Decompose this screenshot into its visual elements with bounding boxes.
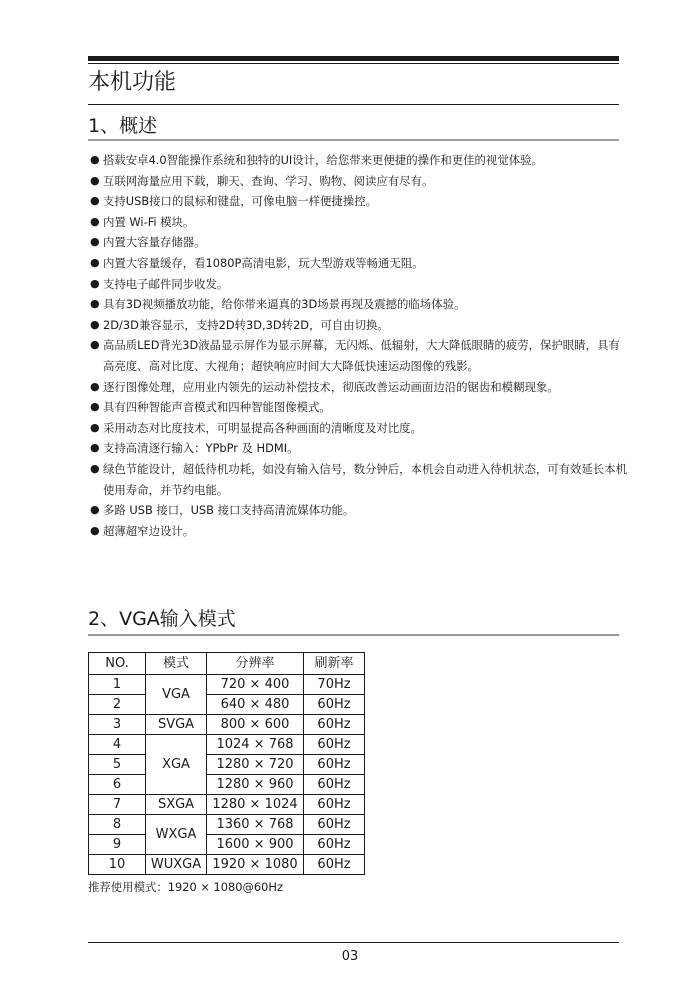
row-no: 7 <box>89 795 146 815</box>
section-2-rule <box>88 634 619 636</box>
page-title: 本机功能 <box>88 70 177 95</box>
feature-item: ● 支持电子邮件同步收发。 <box>90 274 630 295</box>
feature-item: ● 2D/3D兼容显示，支持2D转3D,3D转2D，可自由切换。 <box>90 315 630 336</box>
row-resolution: 800 × 600 <box>207 715 304 735</box>
row-resolution: 1280 × 1024 <box>207 795 304 815</box>
row-mode: VGA <box>146 675 207 715</box>
row-resolution: 1280 × 960 <box>207 775 304 795</box>
table-row <box>89 695 365 715</box>
bullet-icon: ● <box>90 523 100 537</box>
top-thin-rule <box>88 63 619 64</box>
row-refresh: 60Hz <box>304 695 365 715</box>
row-mode: WUXGA <box>146 855 207 875</box>
bullet-icon: ● <box>90 276 100 290</box>
table-row <box>89 775 365 795</box>
row-refresh: 60Hz <box>304 835 365 855</box>
row-mode: XGA <box>146 735 207 795</box>
row-resolution: 1024 × 768 <box>207 735 304 755</box>
bullet-icon: ● <box>90 214 100 228</box>
row-no: 8 <box>89 815 146 835</box>
feature-item: ● 内置 Wi-Fi 模块。 <box>90 212 630 233</box>
bullet-icon: ● <box>90 235 100 249</box>
bullet-icon: ● <box>90 153 100 166</box>
feature-item: ● 支持USB接口的鼠标和键盘，可像电脑一样便捷操控。 <box>90 191 630 212</box>
row-no: 1 <box>89 675 146 695</box>
feature-item: ● 互联网海量应用下载，聊天、查询、学习、购物、阅读应有尽有。 <box>90 171 630 192</box>
row-refresh: 70Hz <box>304 675 365 695</box>
bullet-icon: ● <box>90 194 100 208</box>
feature-item: ● 绿色节能设计，超低待机功耗，如没有输入信号，数分钟后，本机会自动进入待机状态，可有效延长本机使用寿命，并节约电能。 <box>90 459 630 500</box>
table-row <box>89 735 365 755</box>
row-mode: WXGA <box>146 815 207 855</box>
row-refresh: 60Hz <box>304 815 365 835</box>
table-row <box>89 675 365 695</box>
footer-rule <box>88 942 619 943</box>
header-refresh: 刷新率 <box>304 653 365 675</box>
row-mode: SVGA <box>146 715 207 735</box>
section-1-rule <box>88 139 619 141</box>
bullet-icon: ● <box>90 400 100 414</box>
feature-item: ● 高品质LED背光3D液晶显示屏作为显示屏幕，无闪烁、低辐射，大大降低眼睛的疲劳，保护眼睛，具有高亮度、高对比度、大视角；超快响应时间大大降低快速运动图像的残影。 <box>90 335 630 376</box>
row-no: 9 <box>89 835 146 855</box>
row-resolution: 1360 × 768 <box>207 815 304 835</box>
row-refresh: 60Hz <box>304 855 365 875</box>
table-row <box>89 715 365 735</box>
bullet-icon: ● <box>90 338 100 352</box>
row-no: 2 <box>89 695 146 715</box>
header-resolution: 分辨率 <box>207 653 304 675</box>
bullet-icon: ● <box>90 461 100 475</box>
row-resolution: 1280 × 720 <box>207 755 304 775</box>
feature-item: ● 内置大容量缓存，看1080P高清电影，玩大型游戏等畅通无阻。 <box>90 253 630 274</box>
row-resolution: 1920 × 1080 <box>207 855 304 875</box>
bullet-icon: ● <box>90 441 100 455</box>
bullet-icon: ● <box>90 255 100 269</box>
row-mode: SXGA <box>146 795 207 815</box>
row-resolution: 640 × 480 <box>207 695 304 715</box>
row-refresh: 60Hz <box>304 735 365 755</box>
bullet-icon: ● <box>90 297 100 311</box>
feature-item: ● 支持高清逐行输入：YPbPr 及 HDMI。 <box>90 438 630 459</box>
row-refresh: 60Hz <box>304 775 365 795</box>
bullet-icon: ● <box>90 173 100 187</box>
feature-item: ● 多路 USB 接口，USB 接口支持高清流媒体功能。 <box>90 500 630 521</box>
page-number: 03 <box>341 949 359 964</box>
title-rule <box>88 104 619 105</box>
top-thick-rule <box>88 56 619 61</box>
feature-item: ● 采用动态对比度技术，可明显提高各种画面的清晰度及对比度。 <box>90 418 630 439</box>
bullet-icon: ● <box>90 317 100 331</box>
row-no: 6 <box>89 775 146 795</box>
row-resolution: 1600 × 900 <box>207 835 304 855</box>
row-refresh: 60Hz <box>304 795 365 815</box>
table-row <box>89 835 365 855</box>
table-row <box>89 795 365 815</box>
row-refresh: 60Hz <box>304 755 365 775</box>
table-row <box>89 855 365 875</box>
recommended-mode: 推荐使用模式：1920 × 1080@60Hz <box>88 880 283 894</box>
table-row <box>89 815 365 835</box>
bullet-icon: ● <box>90 503 100 517</box>
row-no: 3 <box>89 715 146 735</box>
vga-mode-table <box>88 652 365 875</box>
feature-item: ● 逐行图像处理，应用业内领先的运动补偿技术，彻底改善运动画面边沿的锯齿和模糊现象。 <box>90 377 630 398</box>
section-1-title: 1、概述 <box>88 115 158 137</box>
row-no: 4 <box>89 735 146 755</box>
bullet-icon: ● <box>90 420 100 434</box>
feature-item: ● 具有四种智能声音模式和四种智能图像模式。 <box>90 397 630 418</box>
feature-item: ● 具有3D视频播放功能，给你带来逼真的3D场景再现及震撼的临场体验。 <box>90 294 630 315</box>
table-header-row <box>89 653 365 675</box>
feature-list <box>90 150 630 541</box>
row-refresh: 60Hz <box>304 715 365 735</box>
table-row <box>89 755 365 775</box>
header-mode: 模式 <box>146 653 207 675</box>
row-no: 10 <box>89 855 146 875</box>
feature-item: ● 搭载安卓4.0智能操作系统和独特的UI设计，给您带来更便捷的操作和更佳的视觉体验。 <box>90 150 630 171</box>
bullet-icon: ● <box>90 379 100 393</box>
feature-item: ● 内置大容量存储器。 <box>90 232 630 253</box>
feature-item: ● 超薄超窄边设计。 <box>90 521 630 542</box>
row-resolution: 720 × 400 <box>207 675 304 695</box>
header-no: NO. <box>89 653 146 675</box>
section-2-title: 2、VGA输入模式 <box>88 608 236 630</box>
row-no: 5 <box>89 755 146 775</box>
